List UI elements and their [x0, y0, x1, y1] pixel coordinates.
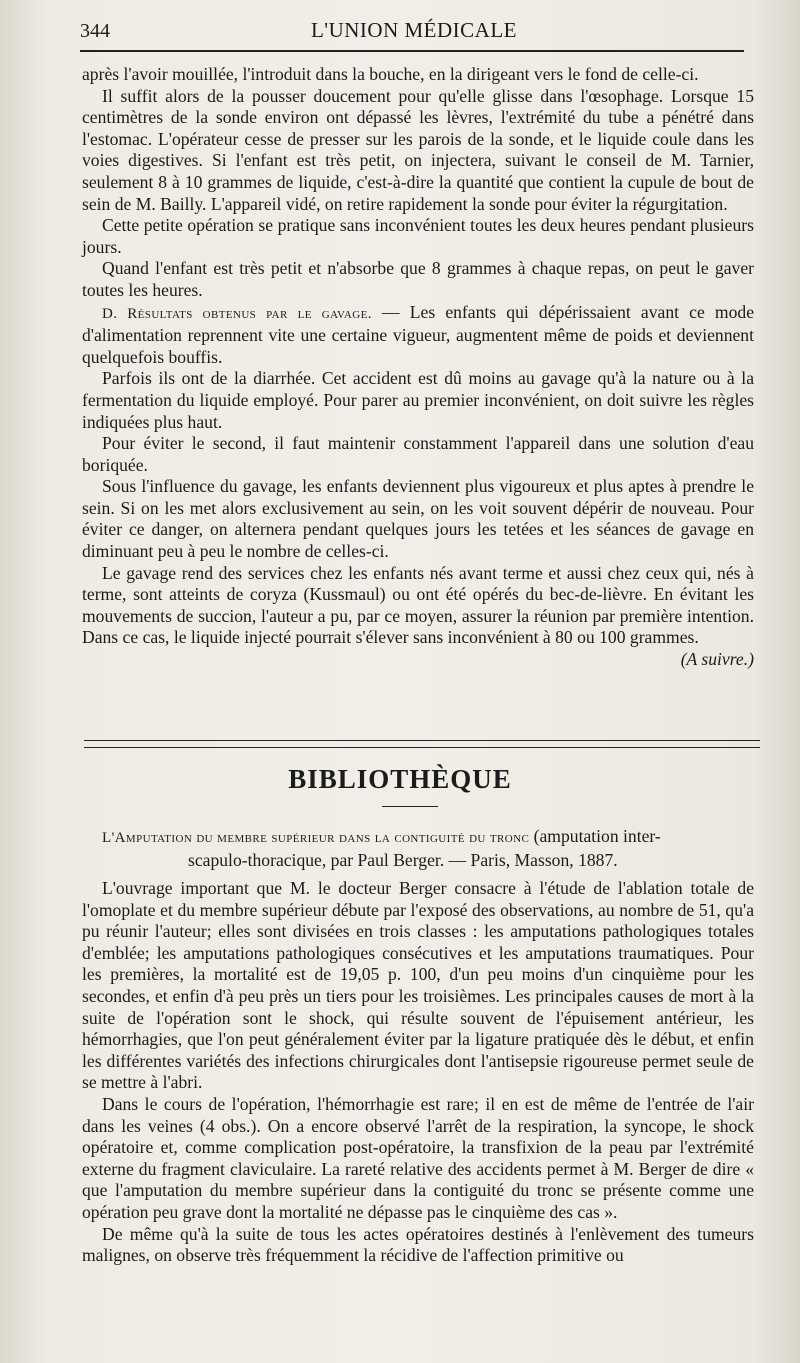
paragraph: De même qu'à la suite de tous les actes opératoires destinés à l'enlèvement des tumeurs malignes, on observe très fréquemment la récidive de l'affection primitive ou — [82, 1223, 754, 1266]
book-details: scapulo-thoracique, par Paul Berger. — Paris, Masson, 1887. — [188, 849, 618, 870]
book-title-rest: (amputation inter- — [529, 826, 661, 846]
paragraph — [82, 562, 754, 670]
running-title: L'UNION MÉDICALE — [310, 18, 517, 42]
section-divider — [84, 740, 760, 748]
book-title: L'Amputation du membre supérieur dans la contiguité du tronc — [102, 830, 530, 846]
paragraph: Dans le cours de l'opération, l'hémorrhagie est rare; il en est de même de l'entrée de l'air dans les veines (4 obs.). On a encore observé l'arrêt de la respiration, la syncope, le shock opératoire et, comme complication post-opératoire, la transfixion de la peau par l'extrémité externe du fragment claviculaire. La rareté relative des accidents permet à M. Berger de dire « que l'amputation du membre supérieur dans la contiguité du tronc se présente comme une opération peu grave dont la mortalité ne dépasse pas le cinquième des cas ». — [82, 1093, 754, 1222]
paragraph-text: — Les enfants qui dépérissaient avant ce mode d'alimentation reprennent vite une certaine vigueur, augmentent même de poids et deviennent quelquefois bouffis. — [82, 301, 755, 367]
paragraph: Quand l'enfant est très petit et n'absorbe que 8 grammes à chaque repas, on peut le gaver toutes les heures. — [82, 258, 754, 300]
paragraph: Parfois ils ont de la diarrhée. Cet accident est dû moins au gavage qu'à la nature ou à la fermentation du liquide employé. Pour parer au premier inconvénient, on doit suivre les règles indiquées plus haut. — [82, 368, 754, 432]
bibliographic-reference — [102, 826, 742, 871]
page-number: 344 — [80, 20, 110, 42]
article-continuation — [82, 64, 754, 671]
paragraph: L'ouvrage important que M. le docteur Berger consacre à l'étude de l'ablation totale de l'omoplate et du membre supérieur débute par l'exposé des observations, au nombre de 51, qu'a pu réunir l'auteur; elles sont divisées en trois classes : les amputations pathologiques totales d'emblée; les amputations pathologiques consécutives et les amputations traumatiques. Pour les premières, la mortalité est de 19,05 p. 100, d'un peu moins d'un cinquième pour les secondes, et enfin d'à peu près un tiers pour les troisièmes. Les principales causes de mort à la suite de l'opération sont le shock, qui résulte souvent de l'épuisement antérieur, les hémorrhagies, que l'on peut généralement éviter par la ligature pratiquée dès le début, et enfin les différentes variétés des infections chirurgicales dont l'antisepsie rigoureuse permet seule de se mettre à l'abri. — [82, 878, 754, 1093]
title-underline — [382, 806, 438, 807]
paragraph: Il suffit alors de la pousser doucement pour qu'elle glisse dans l'œsophage. Lorsque 15 centimètres de la sonde environ ont dépassé les lèvres, l'extrémité du tube a pénétré dans l'estomac. L'opérateur cesse de presser sur les parois de la sonde, et le liquide coule dans les voies digestives. Si l'enfant est très petit, on injectera, suivant le conseil de M. Tarnier, seulement 8 à 10 grammes de liquide, c'est-à-dire la quantité que contient la cupule de bout de sein de M. Bailly. L'appareil vidé, on retire rapidement la sonde pour éviter la régurgitation. — [82, 85, 754, 214]
paragraph: Sous l'influence du gavage, les enfants deviennent plus vigoureux et plus aptes à prendre le sein. Si on les met alors exclusivement au sein, on les voit souvent dépérir de nouveau. Pour éviter ce danger, on alternera pendant quelques jours les tetées et les séances de gavage en diminuant peu à peu le nombre de celles-ci. — [82, 476, 754, 562]
header-rule — [80, 50, 744, 52]
section-title: BIBLIOTHÈQUE — [288, 764, 512, 794]
paragraph — [82, 302, 754, 369]
to-be-continued: (A suivre.) — [680, 649, 754, 670]
review-text — [82, 878, 754, 1267]
subsection-heading: D. Résultats obtenus par le gavage. — [102, 305, 372, 322]
paragraph: Cette petite opération se pratique sans inconvénient toutes les deux heures pendant plusieurs jours. — [82, 215, 754, 257]
paragraph-text: Le gavage rend des services chez les enfants nés avant terme et aussi chez ceux qui, nés à terme, sont atteints de coryza (Kussmaul) ou ont été opérés du bec-de-lièvre. En évitant les mouvements de succion, l'auteur a pu, par ce moyen, assurer la réunion par première intention. Dans ce cas, le liquide injecté pourrait s'élever sans inconvénient à 80 ou 100 grammes. — [82, 562, 754, 648]
page-header — [80, 14, 748, 44]
paragraph: après l'avoir mouillée, l'introduit dans la bouche, en la dirigeant vers le fond de celle-ci. — [82, 64, 699, 84]
paragraph: Pour éviter le second, il faut maintenir constamment l'appareil dans une solution d'eau boriquée. — [82, 433, 754, 475]
